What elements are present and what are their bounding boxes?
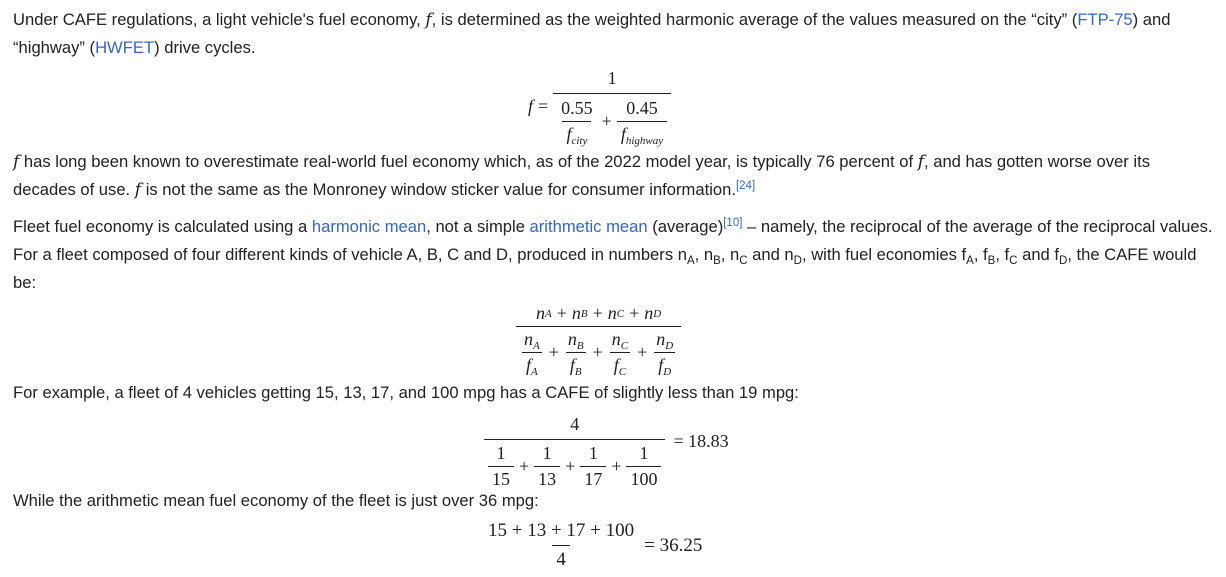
example-cafe-formula [484, 414, 729, 490]
sub-b: B [576, 340, 584, 352]
formula-lhs: f [528, 96, 534, 116]
highway-term [617, 98, 667, 145]
overestimate-paragraph [13, 148, 1213, 204]
math-variable: f [134, 180, 142, 200]
term-13 [534, 443, 560, 490]
den-13: 13 [534, 466, 560, 490]
example-denominator [484, 439, 665, 490]
one: 1 [639, 443, 649, 463]
f-var: f [525, 355, 531, 375]
plus-sign: + [629, 303, 640, 323]
f-var: f [613, 355, 619, 375]
subscript: C [1009, 255, 1018, 267]
highway-f: f [620, 124, 626, 144]
term-c [608, 329, 632, 376]
n-var: n [607, 303, 617, 323]
plus-sign: + [601, 111, 612, 131]
highway-sub: highway [625, 135, 664, 147]
text-span: Under CAFE regulations, a light vehicle's fuel economy, [13, 10, 426, 29]
subscript: C [739, 255, 748, 267]
text-span: (average) [647, 217, 724, 236]
f-var: f [658, 355, 664, 375]
highway-den [617, 121, 667, 145]
text-span: and n [747, 245, 794, 264]
example-numerator: 4 [570, 414, 580, 434]
text-span: ) and “highway” ( [13, 10, 1171, 57]
city-weight: 0.55 [561, 98, 593, 118]
arithmetic-paragraph [13, 487, 1213, 515]
term-b [564, 329, 588, 376]
term-15 [488, 443, 514, 490]
subscript: D [793, 255, 802, 267]
city-den [562, 121, 591, 145]
link-arithmetic-mean[interactable]: arithmetic mean [529, 217, 648, 236]
equals-sign: = [538, 96, 549, 116]
formula-denominator [553, 93, 671, 145]
sub-a: A [533, 340, 540, 352]
formula-numerator: 1 [607, 68, 617, 88]
term-a [520, 329, 544, 376]
sub-a: A [531, 366, 538, 378]
example-paragraph [13, 379, 1213, 407]
text-span: Fleet fuel economy is calculated using a [13, 217, 312, 236]
sub-c: C [620, 340, 629, 352]
plus-sign: + [611, 456, 622, 476]
den-100: 100 [626, 466, 661, 490]
n-var: n [524, 329, 533, 349]
term-100 [626, 443, 661, 490]
one: 1 [542, 443, 552, 463]
n-var: n [567, 329, 577, 349]
plus-sign: + [565, 456, 576, 476]
n-var: n [611, 329, 621, 349]
example-result: = 18.83 [673, 430, 729, 451]
cafe-formula [516, 303, 681, 376]
plus-sign: + [519, 456, 530, 476]
den-17: 17 [580, 466, 606, 490]
one: 1 [496, 443, 506, 463]
plus-sign: + [548, 342, 559, 362]
plus-sign: + [556, 303, 567, 323]
text-span: For example, a fleet of 4 vehicles getting 15, 13, 17, and 100 mpg has a CAFE of slightly less than 19 mpg: [13, 383, 799, 402]
sub-d: D [663, 366, 672, 378]
citation-24[interactable]: [24] [735, 180, 756, 192]
text-span: is not the same as the Monroney window sticker value for consumer information. [141, 180, 736, 199]
plus-sign: + [592, 303, 603, 323]
arithmetic-fraction [484, 520, 638, 571]
subscript: D [1059, 255, 1068, 267]
formula-fraction [553, 68, 671, 145]
link-ftp-75[interactable]: FTP-75 [1077, 10, 1133, 29]
subscript: B [987, 255, 996, 267]
plus-sign: + [592, 342, 603, 362]
text-span: and f [1017, 245, 1060, 264]
cafe-fraction [516, 303, 681, 376]
sub-d: D [665, 340, 674, 352]
link-harmonic-mean[interactable]: harmonic mean [311, 217, 427, 236]
text-span: , f [973, 245, 988, 264]
f-var: f [569, 355, 575, 375]
highway-weight: 0.45 [626, 98, 658, 118]
math-variable: f [13, 152, 20, 172]
plus-sign: + [637, 342, 648, 362]
text-span: – namely, the reciprocal of the average of the reciprocal values. For a fleet composed of four different kinds of vehicle A, B, C and D, produced in numbers n [13, 217, 1213, 264]
term-d [652, 329, 677, 376]
math-variable: f [425, 10, 432, 30]
text-span: , is determined as the weighted harmonic average of the values measured on the “city” ( [431, 10, 1078, 29]
text-span: While the arithmetic mean fuel economy of the fleet is just over 36 mpg: [13, 491, 539, 510]
term-17 [580, 443, 606, 490]
cafe-numerator: n A + n B + n C + n D [536, 303, 662, 323]
sub-c: C [618, 366, 627, 378]
text-span: ) drive cycles. [154, 38, 256, 57]
city-term [557, 98, 597, 145]
text-span: , n [694, 245, 714, 264]
arithmetic-denominator: 4 [552, 545, 570, 571]
cafe-denominator [516, 326, 681, 376]
subscript: B [713, 255, 721, 267]
n-var: n [571, 303, 581, 323]
arithmetic-numerator: 15 + 13 + 17 + 100 [488, 520, 635, 541]
fleet-paragraph [13, 213, 1213, 297]
subscript: A [966, 255, 974, 267]
text-span: , f [995, 245, 1010, 264]
city-sub: city [571, 135, 588, 147]
text-span: , and has gotten worse over its decades of use. [13, 152, 1150, 199]
den-15: 15 [488, 466, 514, 490]
citation-10[interactable]: [10] [723, 217, 743, 229]
fuel-economy-formula [528, 68, 671, 145]
arithmetic-result: = 36.25 [644, 534, 703, 556]
n-var: n [656, 329, 666, 349]
text-span: , n [720, 245, 740, 264]
one: 1 [588, 443, 598, 463]
text-span: , the CAFE would be: [13, 245, 1197, 292]
text-span: , not a simple [426, 217, 530, 236]
subscript: A [686, 255, 695, 267]
city-f: f [566, 124, 572, 144]
example-fraction [484, 414, 665, 490]
n-var: n [644, 303, 654, 323]
n-var: n [536, 303, 545, 323]
math-variable: f [917, 152, 924, 172]
text-span: has long been known to overestimate real-world fuel economy which, as of the 2022 model year, is typically 76 percent of [19, 152, 918, 171]
link-hwfet[interactable]: HWFET [95, 38, 155, 57]
arithmetic-mean-formula [484, 520, 702, 571]
intro-paragraph [13, 6, 1213, 62]
text-span: , with fuel economies f [801, 245, 967, 264]
sub-b: B [574, 366, 582, 378]
